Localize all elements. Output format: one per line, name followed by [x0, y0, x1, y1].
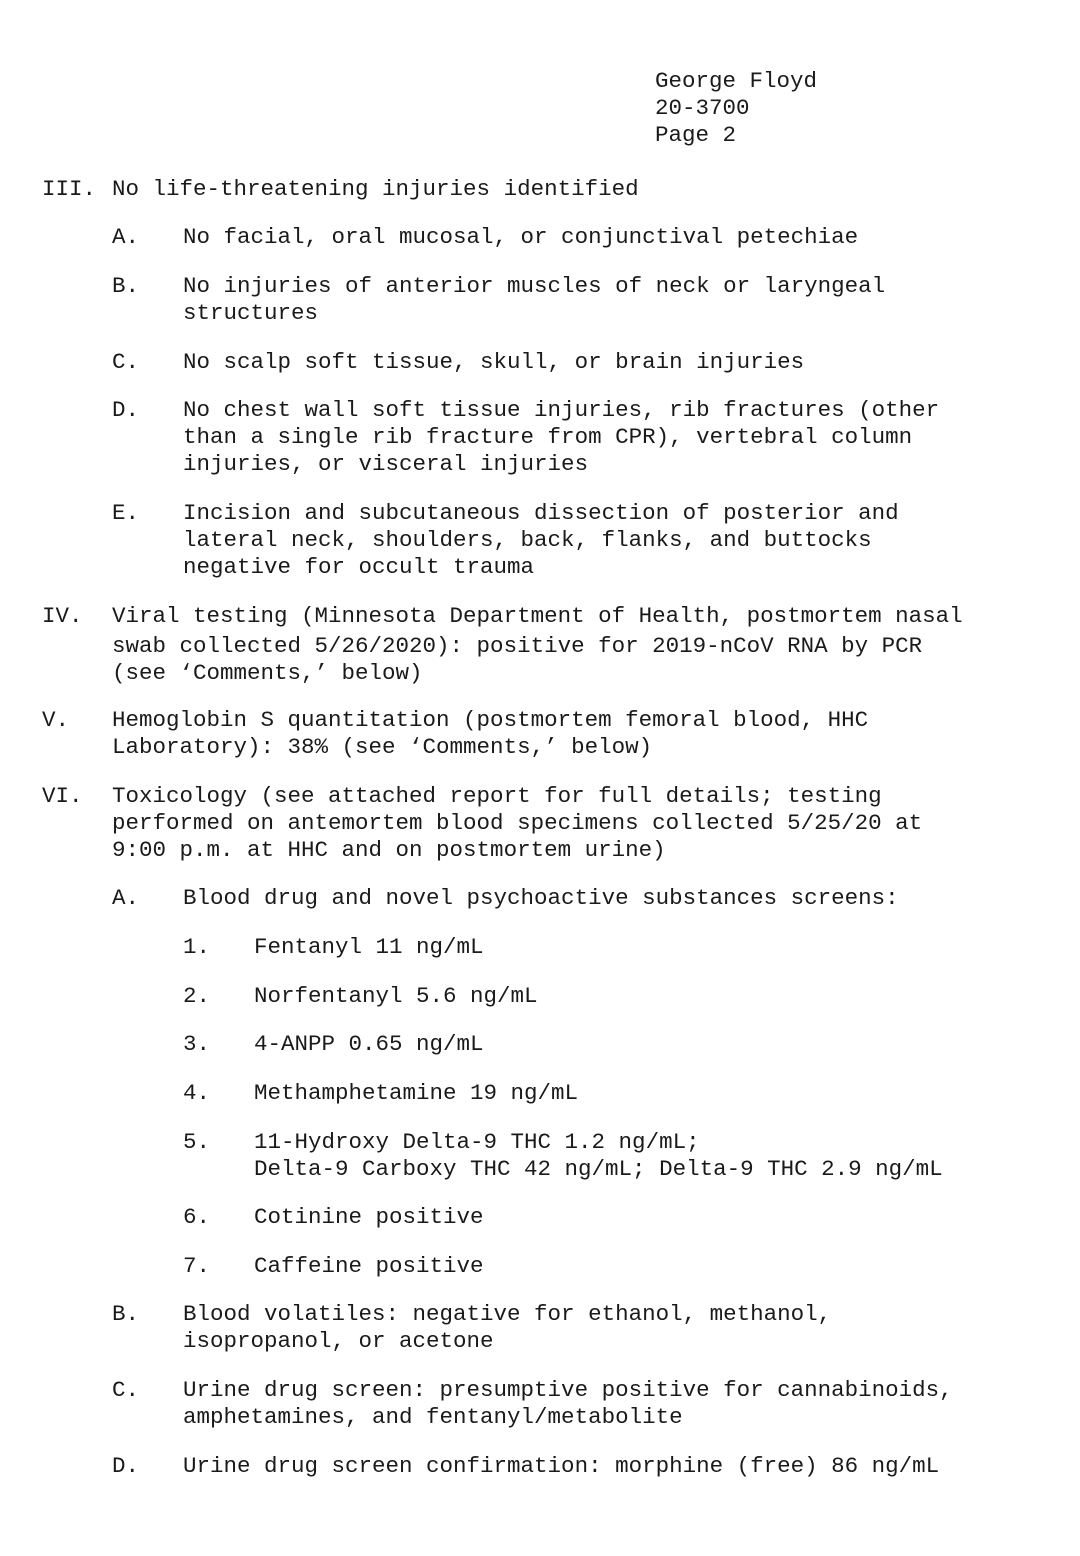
text-line: Cotinine positive	[254, 1204, 484, 1230]
text-line: structures	[183, 300, 319, 326]
text-line: Caffeine positive	[254, 1253, 484, 1279]
item-text	[183, 224, 1053, 251]
text-line: Norfentanyl 5.6 ng/mL	[254, 983, 538, 1009]
item-text	[254, 934, 1054, 961]
item-text	[183, 349, 1053, 376]
text-line: Laboratory): 38% (see ‘Comments,’ below)	[112, 734, 653, 760]
text-line: injuries, or visceral injuries	[183, 451, 589, 477]
text-line: swab collected 5/26/2020): positive for 2019-nCoV RNA by PCR	[112, 633, 923, 659]
item-label: D.	[112, 1453, 140, 1479]
text-line: lateral neck, shoulders, back, flanks, and buttocks	[183, 527, 872, 553]
text-line: performed on antemortem blood specimens collected 5/25/20 at	[112, 810, 923, 836]
text-line: Incision and subcutaneous dissection of posterior and	[183, 500, 899, 526]
item-text	[254, 1253, 1054, 1280]
item-label: 2.	[183, 983, 211, 1009]
item-text	[254, 983, 1054, 1010]
text-line: Urine drug screen: presumptive positive for cannabinoids,	[183, 1377, 953, 1403]
text-line: Blood drug and novel psychoactive substances screens:	[183, 885, 899, 911]
text-line: No life-threatening injuries identified	[112, 176, 639, 202]
item-text	[254, 1129, 1054, 1183]
section-text	[112, 176, 1052, 203]
item-text	[183, 500, 1053, 581]
item-text	[183, 397, 1053, 478]
case-number: 20-3700	[655, 95, 750, 121]
text-line: No facial, oral mucosal, or conjunctival petechiae	[183, 224, 859, 250]
item-text	[183, 1301, 1053, 1355]
item-label: B.	[112, 273, 140, 299]
text-line: Blood volatiles: negative for ethanol, methanol,	[183, 1301, 832, 1327]
text-line: 9:00 p.m. at HHC and on postmortem urine)	[112, 837, 666, 863]
text-line: than a single rib fracture from CPR), vertebral column	[183, 424, 913, 450]
item-text	[183, 885, 1053, 912]
text-line: isopropanol, or acetone	[183, 1328, 494, 1354]
item-label: A.	[112, 224, 140, 250]
text-line: No chest wall soft tissue injuries, rib fractures (other	[183, 397, 940, 423]
text-line: Methamphetamine 19 ng/mL	[254, 1080, 579, 1106]
item-label: 5.	[183, 1129, 211, 1155]
section-number: III.	[42, 176, 97, 202]
item-text	[254, 1080, 1054, 1107]
item-label: 4.	[183, 1080, 211, 1106]
text-line: Hemoglobin S quantitation (postmortem femoral blood, HHC	[112, 707, 869, 733]
text-line: Urine drug screen confirmation: morphine (free) 86 ng/mL	[183, 1453, 940, 1479]
section-text	[112, 707, 1052, 761]
text-line: Fentanyl 11 ng/mL	[254, 934, 484, 960]
text-line: 11-Hydroxy Delta-9 THC 1.2 ng/mL;	[254, 1129, 700, 1155]
item-label: B.	[112, 1301, 140, 1327]
text-line: Toxicology (see attached report for full details; testing	[112, 783, 882, 809]
section-number: VI.	[42, 783, 83, 809]
item-text	[183, 1377, 1053, 1431]
page-header	[655, 68, 817, 149]
section-text	[112, 783, 1052, 864]
item-label: D.	[112, 397, 140, 423]
item-text	[183, 273, 1053, 327]
page-number: Page 2	[655, 122, 737, 148]
item-label: 1.	[183, 934, 211, 960]
item-text	[254, 1031, 1054, 1058]
item-label: C.	[112, 349, 140, 375]
text-line: Viral testing (Minnesota Department of Health, postmortem nasal	[112, 603, 963, 629]
item-label: C.	[112, 1377, 140, 1403]
item-label: 3.	[183, 1031, 211, 1057]
text-line: (see ‘Comments,’ below)	[112, 660, 423, 686]
section-number: IV.	[42, 603, 83, 629]
item-label: A.	[112, 885, 140, 911]
text-line: negative for occult trauma	[183, 554, 535, 580]
text-line: No scalp soft tissue, skull, or brain injuries	[183, 349, 805, 375]
text-line: amphetamines, and fentanyl/metabolite	[183, 1404, 683, 1430]
text-line: No injuries of anterior muscles of neck or laryngeal	[183, 273, 886, 299]
section-number: V.	[42, 707, 70, 733]
text-line: 4-ANPP 0.65 ng/mL	[254, 1031, 484, 1057]
item-label: E.	[112, 500, 140, 526]
item-text	[254, 1204, 1054, 1231]
item-text	[183, 1453, 1053, 1480]
item-label: 6.	[183, 1204, 211, 1230]
section-text	[112, 603, 1052, 687]
text-line: Delta-9 Carboxy THC 42 ng/mL; Delta-9 THC 2.9 ng/mL	[254, 1156, 943, 1182]
item-label: 7.	[183, 1253, 211, 1279]
decedent-name: George Floyd	[655, 68, 818, 94]
